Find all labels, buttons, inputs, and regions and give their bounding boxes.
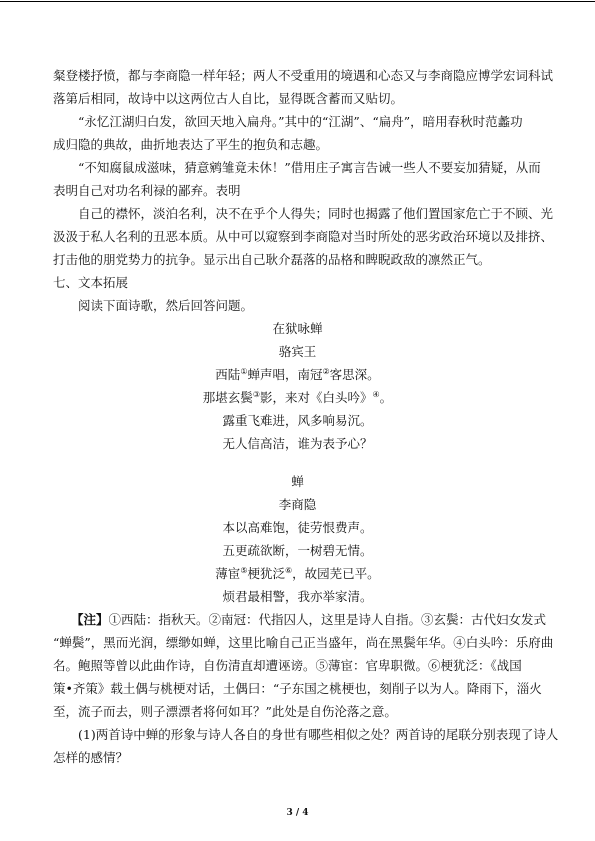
- poem-title: 蝉: [291, 474, 304, 489]
- poem-text: 露重飞难进，风多响易沉。: [222, 413, 373, 428]
- text-line: 表明自己对功名利禄的鄙弃。表明: [53, 183, 241, 198]
- poem-line: [0, 363, 595, 386]
- note-line: 策•齐策》载土偶与桃梗对话，土偶曰：“子东国之桃梗也，刻削子以为人。降雨下，淄火: [53, 681, 542, 696]
- text-line: 成归隐的典故，曲折地表达了平生的抱负和志趣。: [53, 137, 329, 152]
- poem-text: 无人信高洁，谁为表予心？: [222, 436, 373, 451]
- poem-text: 客思深。: [329, 367, 380, 382]
- poem-text: 本以高难饱，徒劳恨费声。: [222, 520, 373, 535]
- poem-text: 西陆: [215, 367, 241, 382]
- note-text: ①西陆：指秋天。②南冠：代指囚人，这里是诗人自指。③玄鬓：古代妇女发式: [108, 612, 547, 627]
- note-label: 【注】: [71, 612, 109, 627]
- footnote-marker: ③: [252, 389, 260, 399]
- poem-line: [0, 409, 595, 432]
- poem-text: 那堪玄鬓: [202, 390, 253, 405]
- text-line: 落第后相同，故诗中以这两位古人自比，显得既含蓄而又贴切。: [53, 91, 404, 106]
- section-heading: 七、文本拓展: [53, 275, 129, 290]
- text-line: “不知腐鼠成滋味，猜意鹓雏竟未休！”借用庄子寓言告诫一些人不要妄加猜疑，从而: [78, 160, 541, 175]
- poem-text: 烦君最相警，我亦举家清。: [222, 589, 373, 604]
- note-line: 名。鲍照等曾以此曲作诗，自伤清直却遭诬谤。⑤薄宦：官卑职微。⑥梗犹泛：《战国: [53, 658, 522, 673]
- footnote-marker: ⑥: [285, 565, 293, 575]
- text-line: 自己的襟怀，淡泊名利，决不在乎个人得失；同时也揭露了他们置国家危亡于不顾、光: [78, 206, 554, 221]
- poem-line: [0, 562, 595, 585]
- note-line: “蝉鬓”，黑而光润，缥缈如蝉，这里比喻自己正当盛年，尚在黑鬓年华。④白头吟：乐府曲: [53, 635, 554, 650]
- note-line: [53, 608, 563, 631]
- poem-text: ，故园芜已平。: [292, 566, 380, 581]
- poem-text: 梗犹泛: [247, 566, 285, 581]
- poem-author: 李商隐: [278, 497, 317, 512]
- text-line: 汲汲于私人名利的丑恶本质。从中可以窥察到李商隐对当时所处的恶劣政治环境以及排挤、: [53, 229, 554, 244]
- poem-title: 在狱咏蝉: [272, 321, 323, 336]
- poem-text: 影，来对《白头吟》: [259, 390, 373, 405]
- note-line: 至，流子而去，则子漂漂者将何如耳？”此处是自伤沦落之意。: [53, 704, 397, 719]
- question-line: 怎样的感情？: [53, 750, 129, 765]
- poem-author: 骆宾王: [278, 344, 317, 359]
- poem-text: 。: [379, 390, 393, 405]
- question: [53, 723, 563, 769]
- footnote-marker: ⑤: [240, 565, 248, 575]
- footnote-marker: ④: [372, 389, 380, 399]
- footnote-marker: ②: [322, 366, 330, 376]
- poem-line: [0, 516, 595, 539]
- poem-line: [0, 386, 595, 409]
- analysis-text: [53, 64, 563, 317]
- poem-in-prison-cicada: [0, 317, 595, 455]
- footnote-marker: ①: [240, 366, 248, 376]
- section-instruction: 阅读下面诗歌，然后回答问题。: [78, 298, 254, 313]
- text-line: 粲登楼抒愤，都与李商隐一样年轻；两人不受重用的境遇和心态又与李商隐应博学宏词科试: [53, 68, 554, 83]
- text-line: “永忆江湖归白发，欲回天地入扁舟。”其中的“江湖”、“扁舟”，暗用春秋时范蠡功: [78, 114, 523, 129]
- annotation-notes: [53, 608, 563, 723]
- poem-text: 薄宦: [215, 566, 241, 581]
- poem-text: 蝉声唱，南冠: [247, 367, 323, 382]
- top-rule-divider: [0, 1, 595, 2]
- poem-cicada: [0, 470, 595, 608]
- poem-line: [0, 585, 595, 608]
- poem-line: [0, 539, 595, 562]
- question-line: (1)两首诗中蝉的形象与诗人各自的身世有哪些相似之处？两首诗的尾联分别表现了诗人: [78, 727, 559, 742]
- poem-line: [0, 432, 595, 455]
- page-number: 3 / 4: [286, 808, 309, 818]
- poem-text: 五更疏欲断，一树碧无情。: [222, 543, 373, 558]
- text-line: 打击他的朋党势力的抗争。显示出自己耿介磊落的品格和睥睨政敌的凛然正气。: [53, 252, 491, 267]
